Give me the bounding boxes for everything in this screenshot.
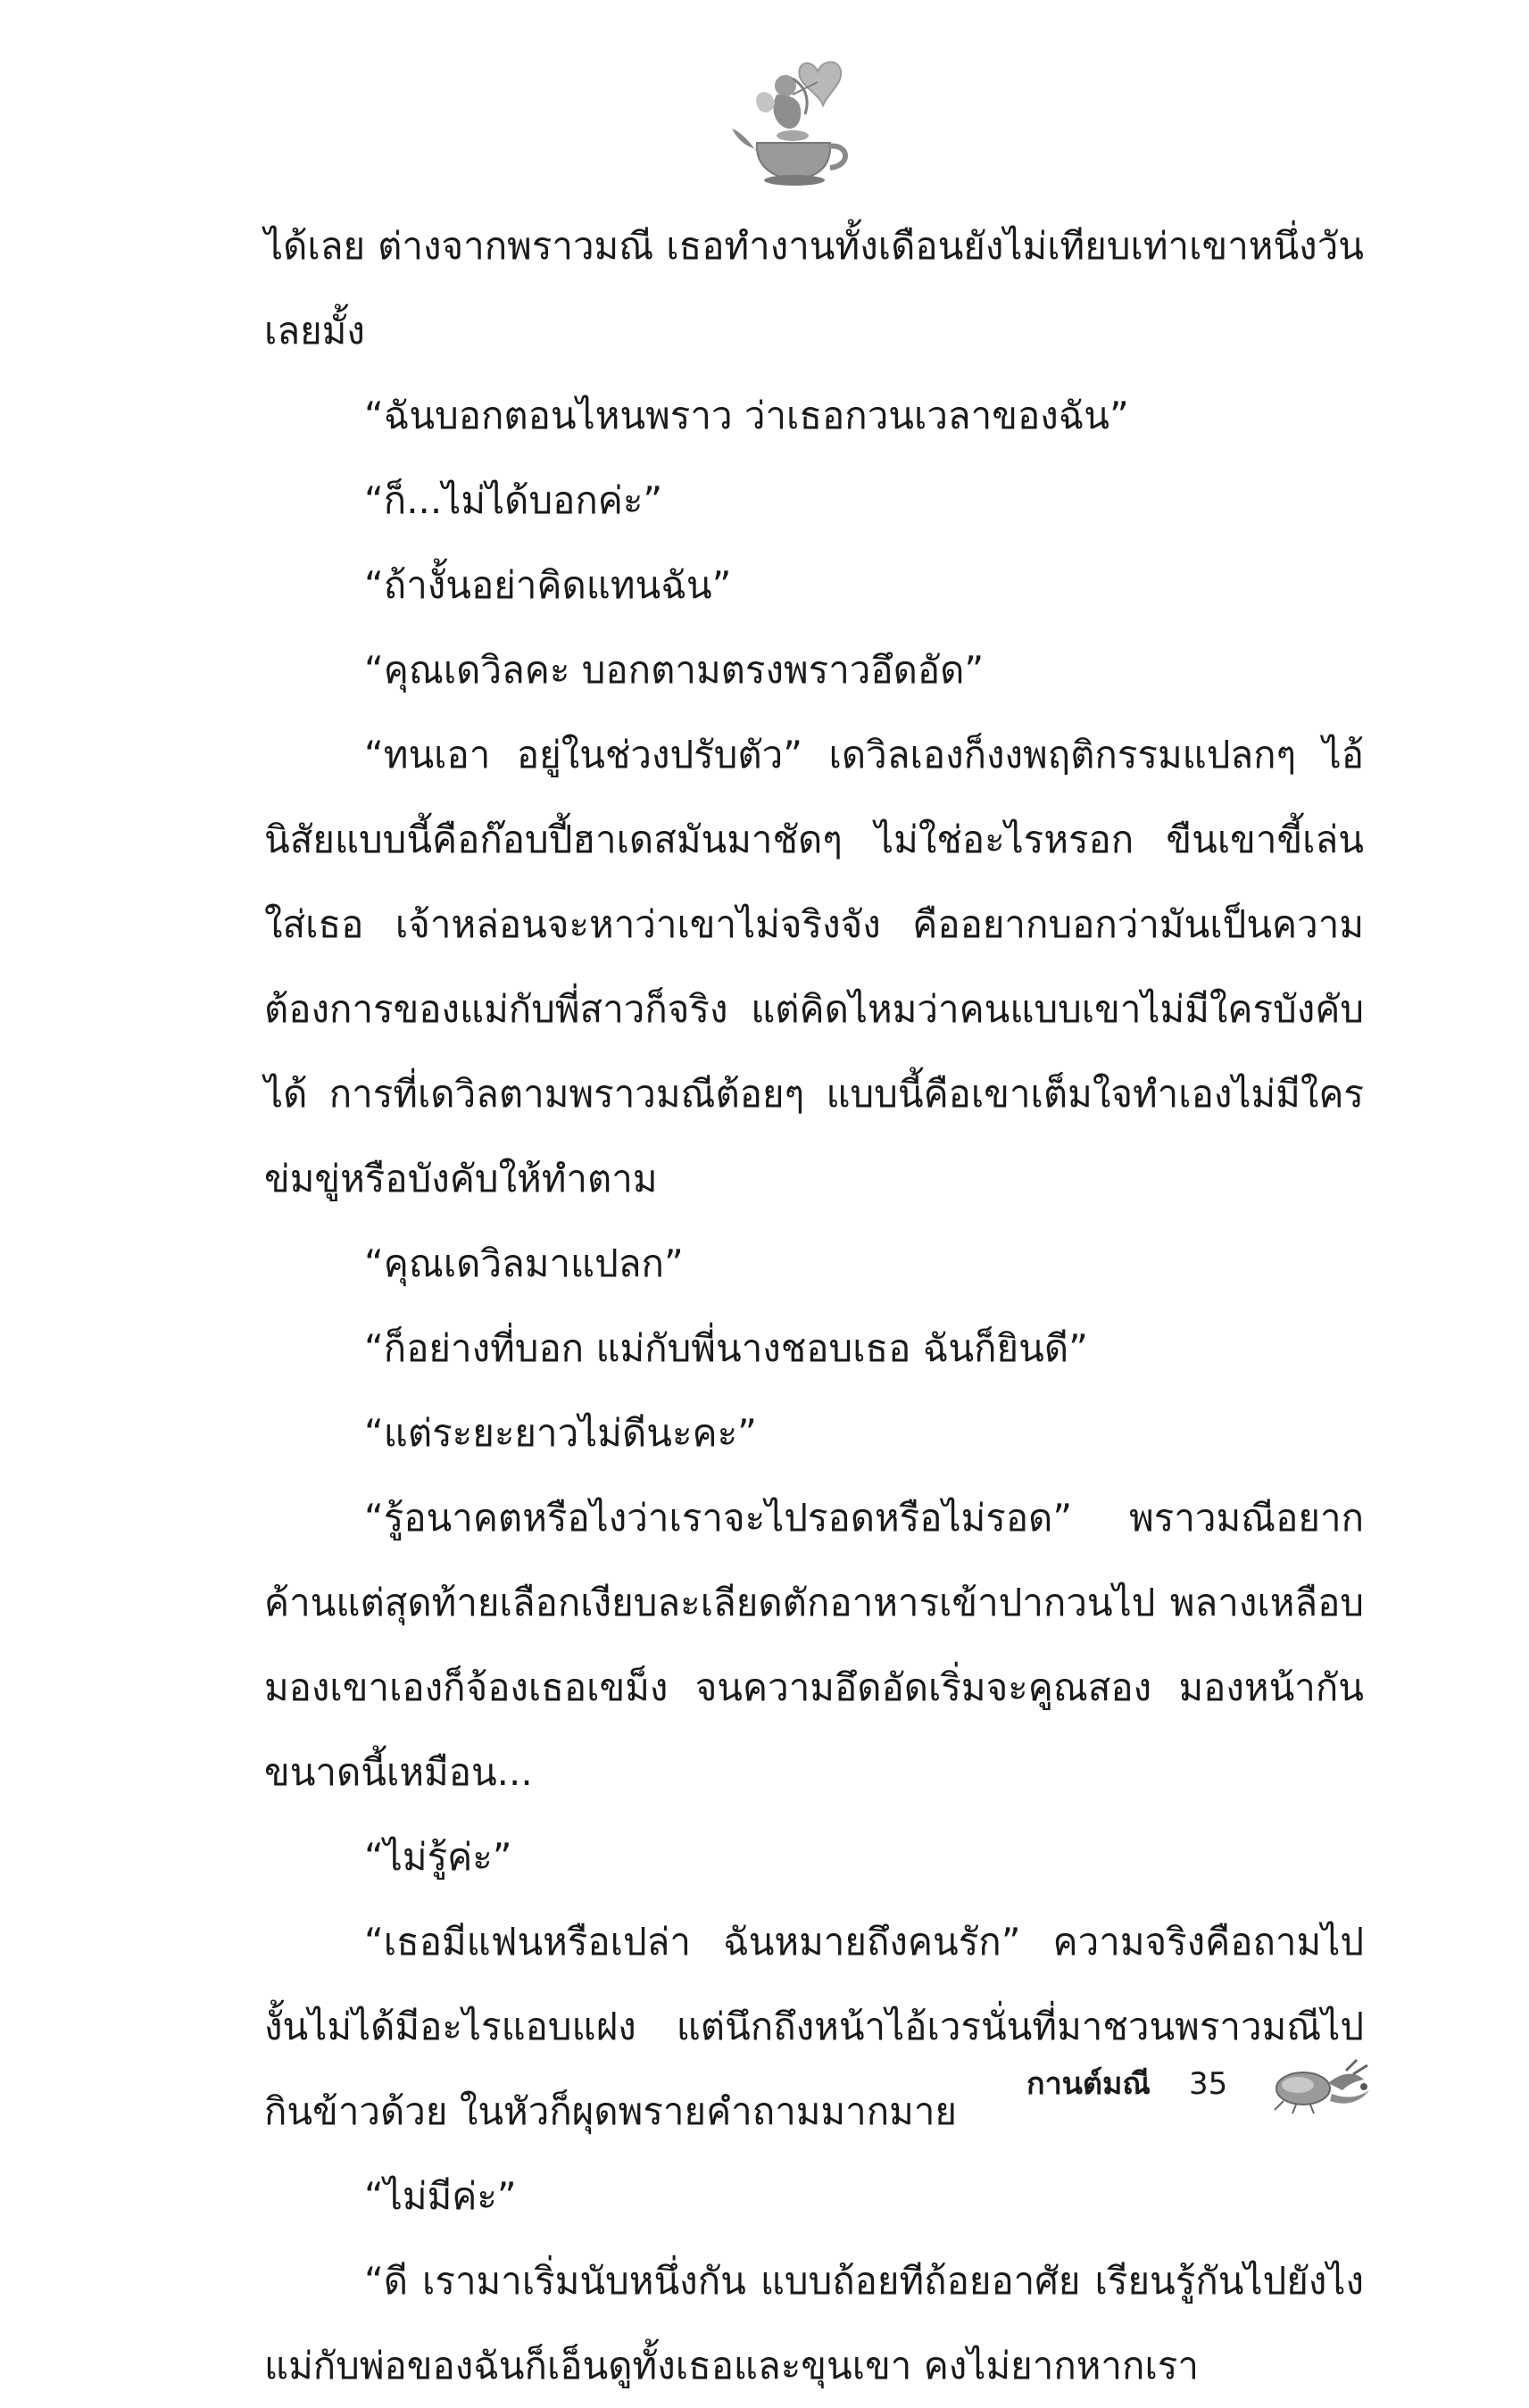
paragraph: “ดี เรามาเริ่มนับหนึ่งกัน แบบถ้อยทีถ้อยอาศัย เรียนรู้กันไปยังไงแม่กับพ่อของฉันก็เอ็นดูทั้งเธอและขุนเขา คงไม่ยากหากเรา xyxy=(264,2259,1364,2387)
cupid-teapot-icon xyxy=(730,43,864,190)
paragraph: “ถ้างั้นอย่าคิดแทนฉัน” xyxy=(364,563,732,607)
paragraph: “ทนเอา อยู่ในช่วงปรับตัว” เดวิลเองก็งงพฤติกรรมแปลกๆ ไอ้นิสัยแบบนี้คือก๊อบปี้ฮาเดสมันมาชัดๆ ไม่ใช่อะไรหรอก ขืนเขาขี้เล่นใส่เธอ เจ้าหล่อนจะหาว่าเขาไม่จริงจัง คืออยากบอกว่ามันเป็นความต้องการของแม่กับพี่สาวก็จริง แต่คิดไหมว่าคนแบบเขาไม่มีใครบังคับได้ การที่เดวิลตามพราวมณีต้อยๆ แบบนี้คือเขาเต็มใจทำเองไม่มีใครข่มขู่หรือบังคับให้ทำตาม xyxy=(264,733,1364,1200)
running-title: กานต์มณี xyxy=(1026,2066,1151,2102)
paragraph: “เธอมีแฟนหรือเปล่า ฉันหมายถึงคนรัก” ความจริงคือถามไปงั้นไม่ได้มีอะไรแอบแฝง แต่นึกถึงหน้าไอ้เวรนั่นที่มาชวนพราวมณีไปกินข้าวด้วย ในหัวก็ผุดพรายคำถามมากมาย xyxy=(264,1920,1364,2133)
paragraph: “ก็อย่างที่บอก แม่กับพี่นางชอบเธอ ฉันก็ยินดี” xyxy=(364,1326,1088,1370)
paragraph: “รู้อนาคตหรือไงว่าเราจะไปรอดหรือไม่รอด” พราวมณีอยากค้านแต่สุดท้ายเลือกเงียบละเลียดตักอาหารเข้าปากวนไป พลางเหลือบมองเขาเองก็จ้องเธอเขม็ง จนความอึดอัดเริ่มจะคูณสอง มองหน้ากันขนาดนี้เหมือน... xyxy=(264,1496,1364,1794)
paragraph: ได้เลย ต่างจากพราวมณี เธอทำงานทั้งเดือนยังไม่เทียบเท่าเขาหนึ่งวันเลยมั้ง xyxy=(264,224,1364,353)
paragraph: “ก็...ไม่ได้บอกค่ะ” xyxy=(364,478,663,522)
paragraph: “ไม่มีค่ะ” xyxy=(364,2174,517,2218)
paragraph: “ฉันบอกตอนไหนพราว ว่าเธอกวนเวลาของฉัน” xyxy=(364,394,1129,437)
paragraph: “ไม่รู้ค่ะ” xyxy=(364,1835,512,1879)
page-number: 35 xyxy=(1189,2066,1228,2102)
paragraph: “คุณเดวิลคะ บอกตามตรงพราวอึดอัด” xyxy=(364,648,985,692)
page-footer xyxy=(1026,2053,1384,2124)
crab-ornament-icon xyxy=(1257,2053,1382,2115)
paragraph: “แต่ระยะยาวไม่ดีนะคะ” xyxy=(364,1411,757,1455)
paragraph: “คุณเดวิลมาแปลก” xyxy=(364,1241,684,1285)
